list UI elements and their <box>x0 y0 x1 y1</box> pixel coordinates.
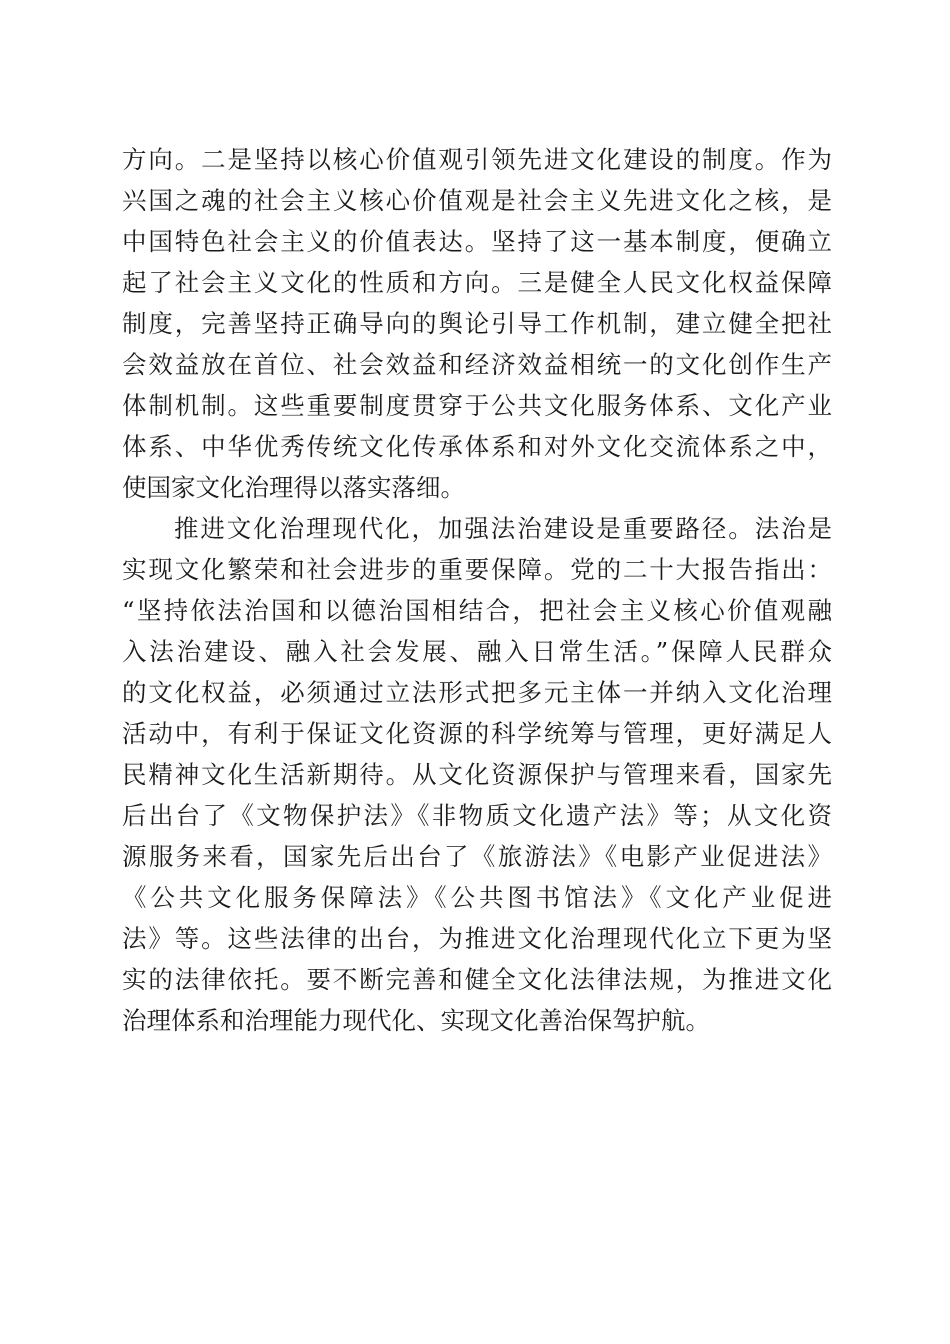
text-line: 的文化权益，必须通过立法形式把多元主体一并纳入文化治理 <box>122 678 832 707</box>
text-line: 方向。二是坚持以核心价值观引领先进文化建设的制度。作为 <box>122 145 832 174</box>
text-line: 兴国之魂的社会主义核心价值观是社会主义先进文化之核，是 <box>122 186 832 215</box>
text-line: 推进文化治理现代化，加强法治建设是重要路径。法治是 <box>174 514 832 543</box>
text-line: 《公共文化服务保障法》《公共图书馆法》《文化产业促进 <box>122 883 832 912</box>
paragraph-1 <box>122 139 832 508</box>
text-line: 使国家文化治理得以落实落细。 <box>122 473 465 502</box>
text-line: 入法治建设、融入社会发展、融入日常生活。”保障人民群众 <box>122 637 832 666</box>
paragraph-2 <box>122 508 832 1041</box>
text-line: 体制机制。这些重要制度贯穿于公共文化服务体系、文化产业 <box>122 391 832 420</box>
text-line: 实现文化繁荣和社会进步的重要保障。党的二十大报告指出： <box>122 555 832 584</box>
text-line: 实的法律依托。要不断完善和健全文化法律法规，为推进文化 <box>122 965 832 994</box>
text-line: 体系、中华优秀传统文化传承体系和对外文化交流体系之中， <box>122 432 832 461</box>
text-line: “坚持依法治国和以德治国相结合，把社会主义核心价值观融 <box>122 596 832 625</box>
text-line: 治理体系和治理能力现代化、实现文化善治保驾护航。 <box>122 1006 710 1035</box>
text-line: 中国特色社会主义的价值表达。坚持了这一基本制度，便确立 <box>122 227 832 256</box>
text-line: 法》等。这些法律的出台，为推进文化治理现代化立下更为坚 <box>122 924 832 953</box>
body-text <box>122 139 832 1041</box>
text-line: 源服务来看，国家先后出台了《旅游法》《电影产业促进法》 <box>122 842 832 871</box>
text-line: 民精神文化生活新期待。从文化资源保护与管理来看，国家先 <box>122 760 832 789</box>
text-line: 起了社会主义文化的性质和方向。三是健全人民文化权益保障 <box>122 268 832 297</box>
text-line: 活动中，有利于保证文化资源的科学统筹与管理，更好满足人 <box>122 719 832 748</box>
text-line: 后出台了《文物保护法》《非物质文化遗产法》等；从文化资 <box>122 801 832 830</box>
text-line: 会效益放在首位、社会效益和经济效益相统一的文化创作生产 <box>122 350 832 379</box>
text-line: 制度，完善坚持正确导向的舆论引导工作机制，建立健全把社 <box>122 309 832 338</box>
